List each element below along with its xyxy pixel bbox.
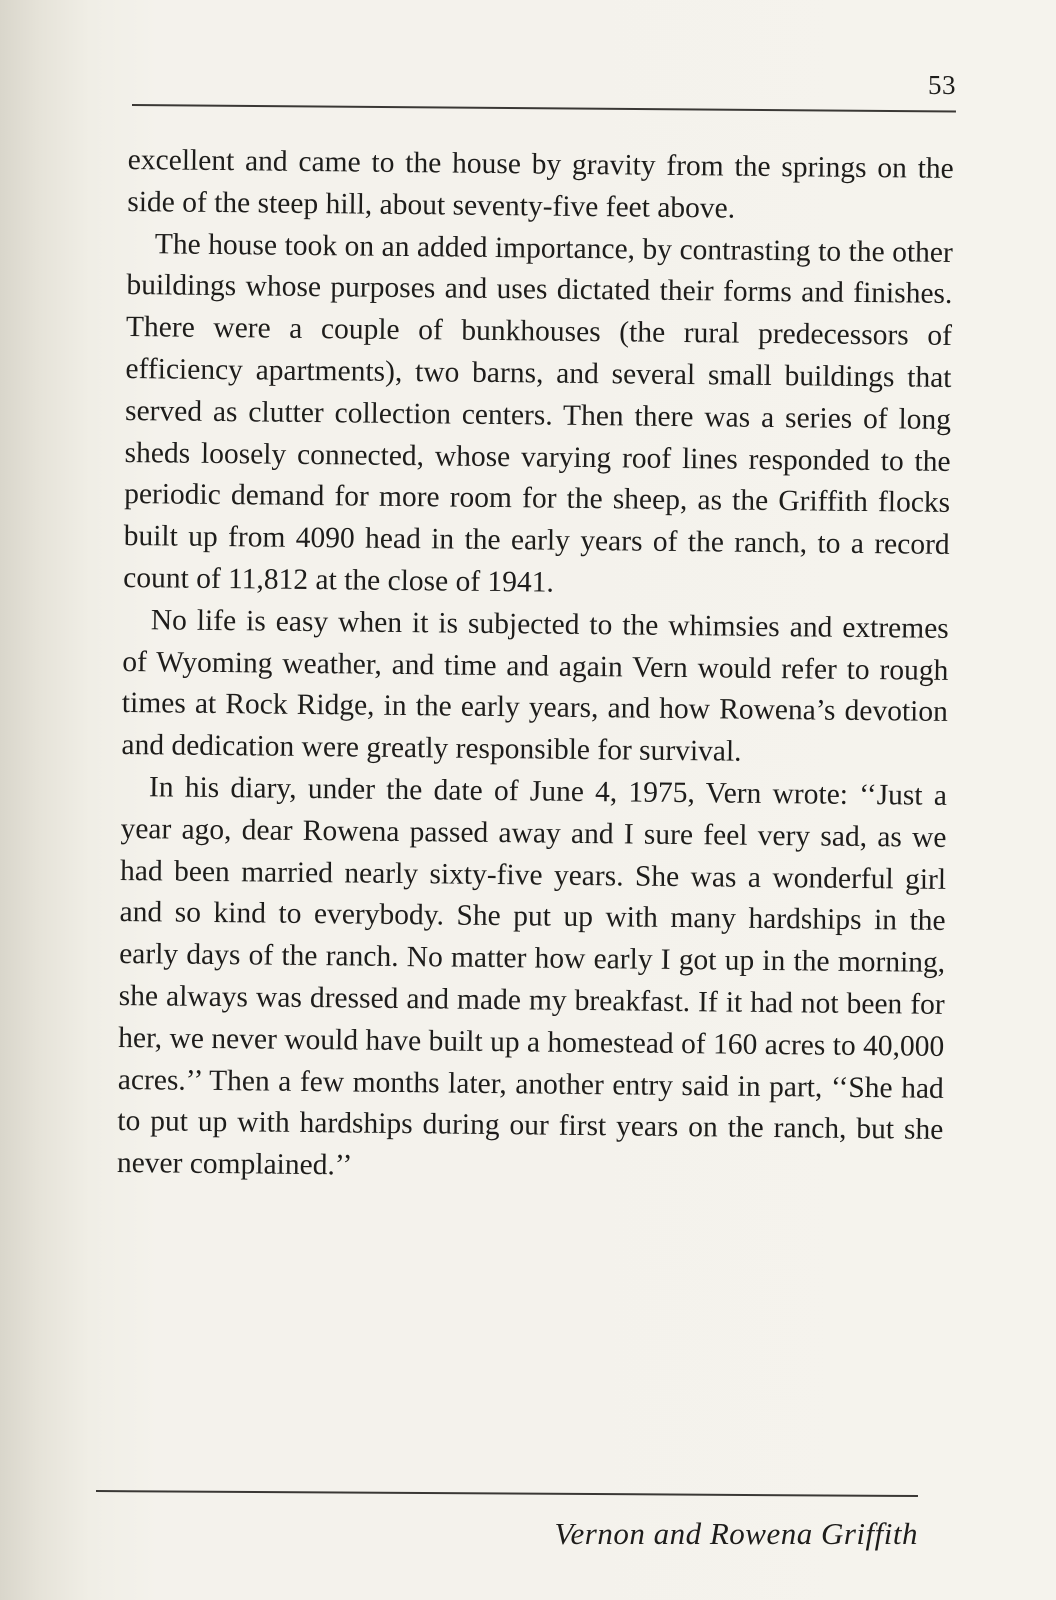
paragraph-4: In his diary, under the date of June 4, 1975, Vern wrote: ‘‘Just a year ago, dear Rowena passed away and I sure feel very sad, as we had been married nearly sixty-five years. She was a wonderful girl and so kind to everybody. She put up with many hardships in the early days of the ranch. No matter how early I got up in the morning, she always was dressed and made my breakfast. If it had not been for her, we never would have built up a homestead of 160 acres to 40,000 acres.’’ Then a few months later, another entry said in part, ‘‘She had to put up with hardships during our first years on the ranch, but she never complained.’’: [116, 771, 948, 1182]
photo-caption: Vernon and Rowena Griffith: [554, 1516, 918, 1551]
bottom-rule: [96, 1490, 918, 1497]
paragraph-3: No life is easy when it is subjected to the whimsies and extremes of Wyoming weather, and time and again Vern would refer to rough times at Rock Ridge, in the early years, and how Rowena’s devotion and dedication were greatly responsible for survival.: [121, 604, 949, 768]
paragraph-2: The house took on an added importance, by contrasting to the other buildings whose purposes and uses dictated their forms and finishes. There were a couple of bunkhouses (the rural predecessors of efficiency apartments), two barns, and several small buildings that served as clutter collection centers. Then there was a series of long sheds loosely connected, whose varying roof lines responded to the periodic demand for more room for the sheep, as the Griffith flocks built up from 4090 head in the early years of the ranch, to a record count of 11,812 at the close of 1941.: [123, 227, 954, 599]
page-number: 53: [928, 70, 956, 100]
top-rule: [132, 104, 956, 112]
paragraph-1: excellent and came to the house by gravity from the springs on the side of the steep hill, about seventy-five feet above.: [127, 143, 954, 225]
body-text: [117, 140, 954, 1194]
